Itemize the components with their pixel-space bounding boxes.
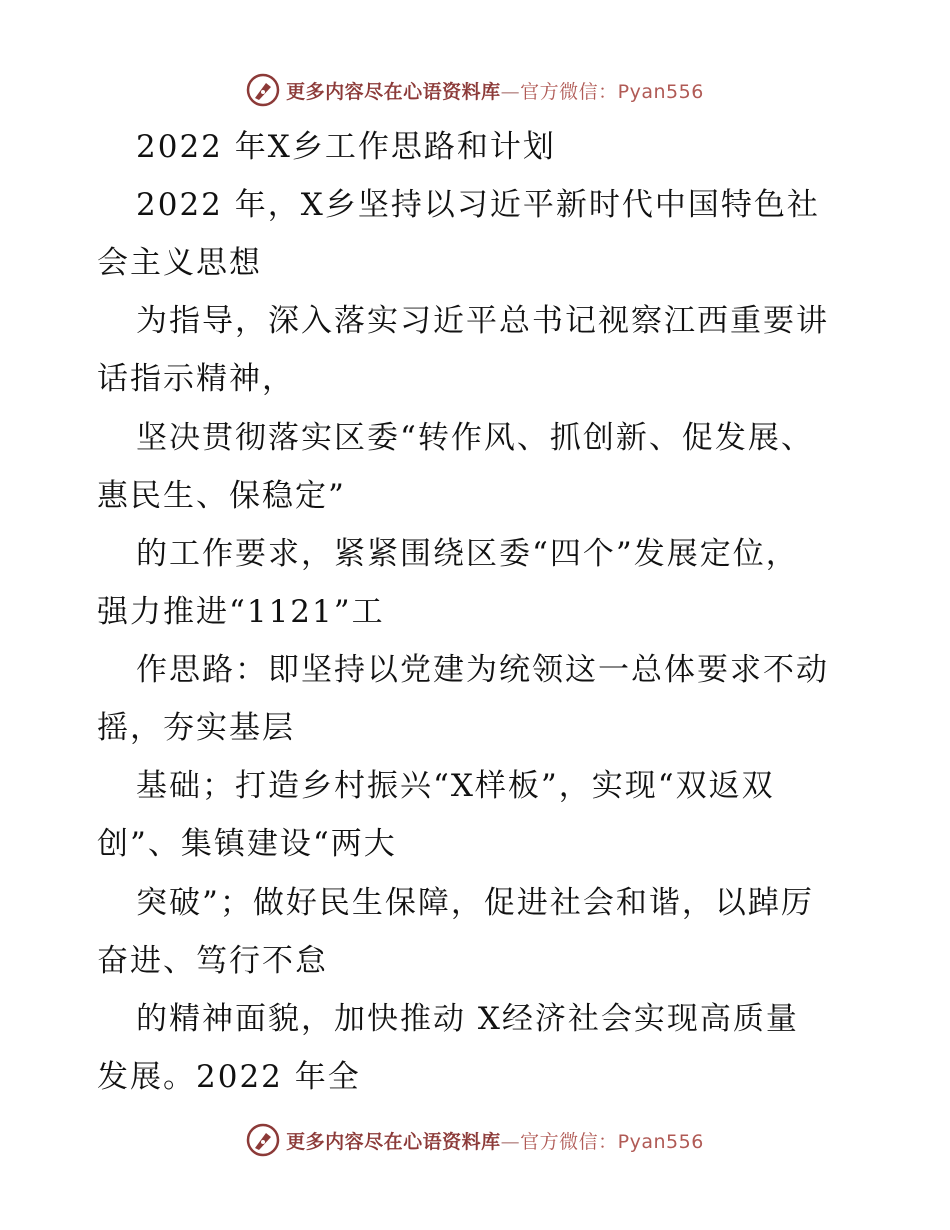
document-title: 2022 年X乡工作思路和计划 xyxy=(136,129,556,165)
pen-nib-logo-icon xyxy=(246,73,280,107)
header-watermark-banner xyxy=(0,70,950,110)
banner-title: 更多内容尽在心语资料库 xyxy=(286,1130,501,1153)
banner-wechat: 官方微信：Pyan556 xyxy=(520,1130,704,1153)
paragraph-line: 坚决贯彻落实区委“转作风、抓创新、促发展、 xyxy=(136,420,814,456)
footer-watermark-banner xyxy=(0,1120,950,1160)
paragraph-line: 基础；打造乡村振兴“X样板”，实现“双返双 xyxy=(136,768,775,804)
paragraph-line: 创”、集镇建设“两大 xyxy=(97,826,397,862)
paragraph-line: 为指导，深入落实习近平总书记视察江西重要讲 xyxy=(136,303,829,339)
paragraph-line: 作思路：即坚持以党建为统领这一总体要求不动 xyxy=(136,652,829,688)
paragraph-line: 话指示精神， xyxy=(97,361,295,397)
paragraph-line: 惠民生、保稳定” xyxy=(97,478,346,514)
paragraph-line: 摇，夯实基层 xyxy=(97,710,295,746)
banner-wechat: 官方微信：Pyan556 xyxy=(520,80,704,103)
paragraph-line: 强力推进“1121”工 xyxy=(97,594,385,630)
banner-text xyxy=(286,1127,704,1154)
paragraph-line: 奋进、笃行不怠 xyxy=(97,943,328,979)
paragraph-line: 的工作要求，紧紧围绕区委“四个”发展定位， xyxy=(136,536,799,572)
banner-title: 更多内容尽在心语资料库 xyxy=(286,80,501,103)
banner-text xyxy=(286,77,704,104)
paragraph-line: 会主义思想 xyxy=(97,245,262,281)
paragraph-line: 的精神面貌，加快推动 X经济社会实现高质量 xyxy=(136,1001,799,1037)
paragraph-line: 发展。2022 年全 xyxy=(97,1059,361,1095)
banner-separator: — xyxy=(500,1130,521,1153)
banner-separator: — xyxy=(500,80,521,103)
paragraph-line: 突破”；做好民生保障，促进社会和谐，以踔厉 xyxy=(136,885,814,921)
paragraph-line: 2022 年，X乡坚持以习近平新时代中国特色社 xyxy=(136,187,820,223)
pen-nib-logo-icon xyxy=(246,1123,280,1157)
